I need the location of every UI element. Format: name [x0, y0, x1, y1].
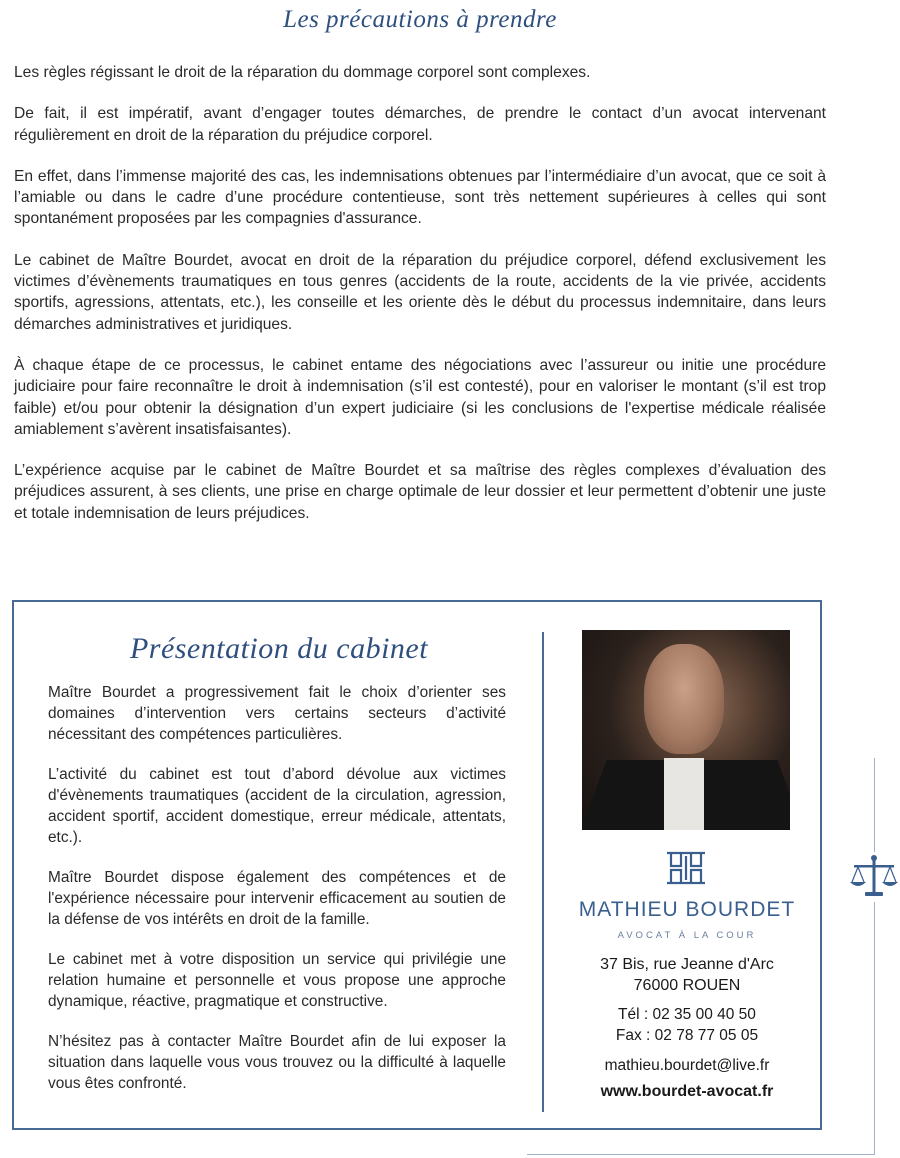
card-paragraph: Maître Bourdet dispose également des compétences et de l'expérience nécessaire pour intervenir efficacement au soutien de la défense de vos intérêts en droit de la famille. — [48, 869, 506, 928]
intro-paragraph: De fait, il est impératif, avant d’engager toutes démarches, de prendre le contact d’un avocat intervenant régulièrement en droit de la réparation du préjudice corporel. — [14, 105, 826, 144]
firm-name: MATHIEU BOURDET — [578, 898, 796, 921]
decorative-line-horizontal — [527, 1154, 875, 1155]
intro-paragraph: En effet, dans l’immense majorité des cas, les indemnisations obtenues par l’intermédiaire d’un avocat, que ce soit à l’amiable ou dans le cadre d’une procédure contentieuse, sont très nettement supérieures à celles qui sont spontanément proposées par les compagnies d'assurance. — [14, 167, 826, 228]
email-link[interactable]: mathieu.bourdet@live.fr — [604, 1057, 770, 1074]
card-paragraph: N’hésitez pas à contacter Maître Bourdet afin de lui exposer la situation dans laquelle vous vous trouvez ou la difficulté à laquelle vous êtes confronté. — [48, 1033, 506, 1092]
address-line-2: 76000 ROUEN — [633, 977, 741, 994]
card-paragraph: Maître Bourdet a progressivement fait le choix d’orienter ses domaines d’intervention vers certains secteurs d’activité nécessitant des compétences particulières. — [48, 684, 506, 743]
lawyer-portrait — [582, 630, 790, 830]
card-paragraph: L’activité du cabinet est tout d’abord dévolue aux victimes d'évènements traumatiques (accident de la circulation, agression, accident sportif, accident domestique, erreur médicale, attentats, etc.). — [48, 766, 506, 846]
intro-paragraph: Le cabinet de Maître Bourdet, avocat en droit de la réparation du préjudice corporel, défend exclusivement les victimes d’évènements traumatiques en tous genres (accidents de la route, accidents de la vie privée, accidents sportifs, agressions, attentats, etc.), les conseille et les oriente dès le début du processus indemnitaire, dans leurs démarches administratives et juridiques. — [14, 251, 826, 333]
card-title: Présentation du cabinet — [129, 632, 429, 665]
card-paragraph: Le cabinet met à votre disposition un service qui privilégie une relation humaine et personnelle et vous propose une approche dynamique, réactive, pragmatique et constructive. — [48, 951, 506, 1010]
address-line-1: 37 Bis, rue Jeanne d'Arc — [600, 956, 774, 973]
website-link[interactable]: www.bourdet-avocat.fr — [600, 1083, 774, 1100]
fax-number: Fax : 02 78 77 05 05 — [615, 1027, 759, 1044]
firm-tagline: AVOCAT À LA COUR — [617, 930, 757, 941]
intro-paragraph: L’expérience acquise par le cabinet de Maître Bourdet et sa maîtrise des règles complexes d’évaluation des préjudices assurent, à ses clients, une prise en charge optimale de leur dossier et leur permettent d’obtenir une juste et totale indemnisation de leurs préjudices. — [14, 462, 826, 522]
bourdet-logo-icon — [665, 850, 707, 886]
card-contact-column — [12, 600, 822, 1130]
intro-text — [14, 62, 826, 544]
intro-paragraph: Les règles régissant le droit de la réparation du dommage corporel sont complexes. — [14, 64, 591, 81]
phone-number[interactable]: Tél : 02 35 00 40 50 — [618, 1006, 756, 1023]
intro-paragraph: À chaque étape de ce processus, le cabinet entame des négociations avec l’assureur ou initie une procédure judiciaire pour faire reconnaître le droit à indemnisation (s’il est contesté), pour en valoriser le montant (s’il est trop faible) et/ou pour obtenir la désignation d’un expert judiciaire (si les conclusions de l'expertise médicale réalisée amiablement s’avèrent insatisfaisantes). — [14, 356, 826, 438]
section-title: Les précautions à prendre — [283, 6, 557, 33]
portrait-shirt — [664, 758, 704, 830]
decorative-line-vertical — [874, 758, 875, 1154]
scales-of-justice-icon — [848, 852, 900, 902]
portrait-face — [644, 644, 724, 754]
